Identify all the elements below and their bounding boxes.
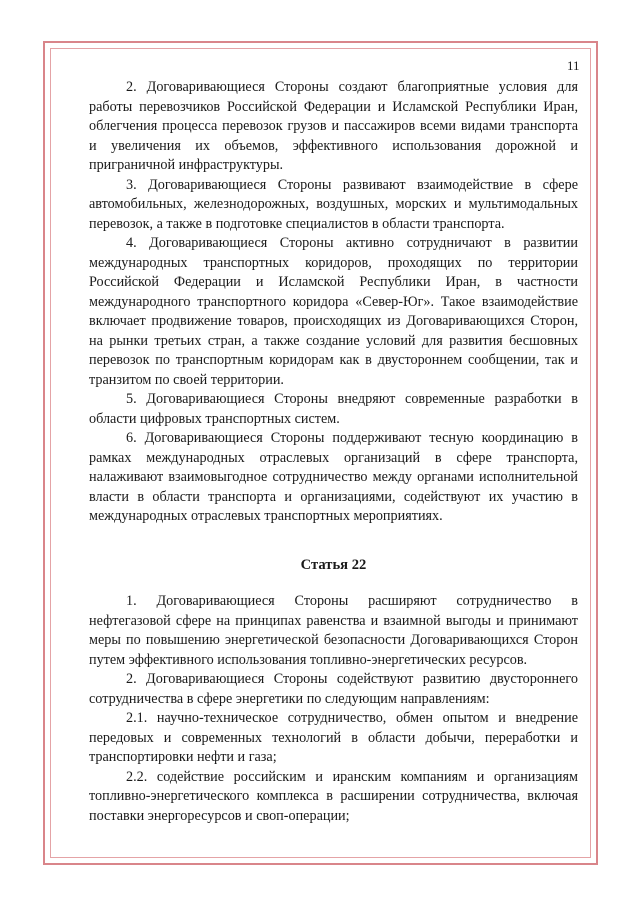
paragraph-3: 3. Договаривающиеся Стороны развивают взаимодействие в сфере автомобильных, железнодорожных, воздушных, морских и мультимодальных перевозок, а также в подготовке специалистов в области транспорта.	[89, 176, 578, 232]
paragraph-5: 5. Договаривающиеся Стороны внедряют современные разработки в области цифровых транспортных систем.	[89, 391, 578, 427]
article-heading: Статья 22	[300, 556, 367, 573]
paragraph-6: 6. Договаривающиеся Стороны поддерживают тесную координацию в рамках международных отраслевых организаций в сфере транспорта, налаживают взаимовыгодное сотрудничество между органами исполнительной власти в области транспорта и организациями, содействуют их участию в международных отраслевых транспортных мероприятиях.	[89, 430, 578, 524]
article-22-item-2-2: 2.2. содействие российским и иранским компаниям и организациям топливно-энергетического комплекса в расширении сотрудничества, включая поставки энергоресурсов и своп-операции;	[89, 768, 578, 824]
page-number: 11	[567, 58, 580, 73]
article-22-paragraph-1: 1. Договаривающиеся Стороны расширяют сотрудничество в нефтегазовой сфере на принципах равенства и взаимной выгоды и принимают меры по повышению энергетической безопасности Договаривающихся Сторон путем эффективного использования топливно-энергетических ресурсов.	[89, 593, 578, 668]
article-22-item-2-1: 2.1. научно-техническое сотрудничество, обмен опытом и внедрение передовых и современных технологий в области добычи, переработки и транспортировки нефти и газа;	[89, 710, 578, 765]
paragraph-2: 2. Договаривающиеся Стороны создают благоприятные условия для работы перевозчиков Российской Федерации и Исламской Республики Иран, облегчения процесса перевозок грузов и пассажиров всеми видами транспорта и увеличения их объемов, эффективного использования дорожной и приграничной инфраструктуры.	[89, 79, 578, 173]
paragraph-4: 4. Договаривающиеся Стороны активно сотрудничают в развитии международных транспортных коридоров, проходящих по территории Российской Федерации и Исламской Республики Иран, в частности международного транспортного коридора «Север-Юг». Такое взаимодействие включает продвижение товаров, происходящих из Договаривающихся Сторон, на рынки третьих стран, а также создание условий для развития бесшовных перевозок по транспортным коридорам как в двустороннем сообщении, так и транзитом по своей территории.	[89, 235, 578, 388]
article-22-paragraph-2: 2. Договаривающиеся Стороны содействуют развитию двустороннего сотрудничества в сфере энергетики по следующим направлениям:	[89, 671, 578, 707]
document-body	[89, 78, 578, 826]
